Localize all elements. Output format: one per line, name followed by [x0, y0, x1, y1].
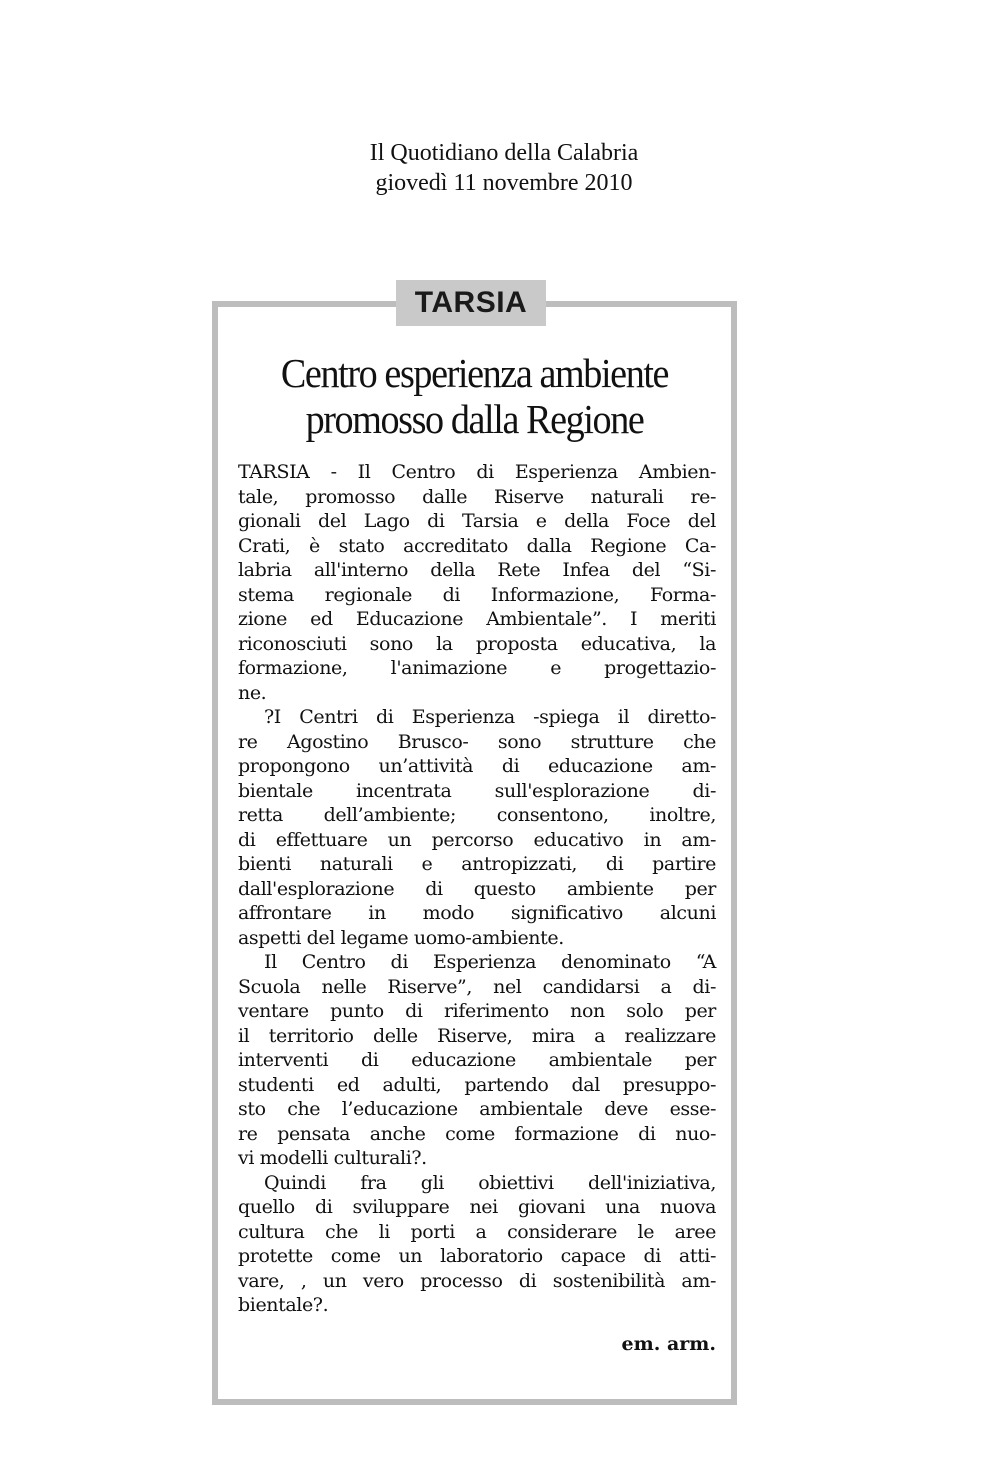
body-line: Il Centro di Esperienza denominato “A: [264, 951, 716, 973]
body-line: ventare punto di riferimento non solo per: [238, 1000, 716, 1022]
body-line: tale, promosso dalle Riserve naturali re-: [238, 485, 716, 508]
body-line: gionali del Lago di Tarsia e della Foce del: [238, 510, 716, 532]
body-line: riconosciuti sono la proposta educativa, la: [238, 632, 716, 655]
body-line: bientale incentrata sull'esplorazione di-: [238, 779, 716, 802]
body-line: vare, , un vero processo di sostenibilità am-: [238, 1269, 716, 1292]
body-line: interventi di educazione ambientale per: [238, 1049, 716, 1071]
body-line: zione ed Educazione Ambientale”. I meriti: [238, 608, 716, 630]
headline: [236, 350, 713, 442]
body-line: retta dell’ambiente; consentono, inoltre,: [238, 804, 716, 826]
body-line: labria all'interno della Rete Infea del “Si-: [238, 559, 716, 581]
body-line: affrontare in modo significativo alcuni: [238, 902, 716, 924]
body-line: aspetti del legame uomo-ambiente.: [238, 926, 564, 949]
byline: em. arm.: [621, 1333, 716, 1355]
body-line: il territorio delle Riserve, mira a realizzare: [238, 1024, 716, 1047]
body-line: protette come un laboratorio capace di atti-: [238, 1245, 716, 1267]
article-body: [238, 460, 716, 1318]
newspaper-name: Il Quotidiano della Calabria: [369, 140, 639, 166]
publication-date: giovedì 11 novembre 2010: [375, 170, 633, 196]
body-line: stema regionale di Informazione, Forma-: [238, 583, 716, 606]
body-line: ?I Centri di Esperienza -spiega il diretto-: [264, 706, 716, 728]
headline-line: promosso dalla Regione: [305, 396, 644, 442]
body-line: TARSIA - Il Centro di Esperienza Ambien-: [238, 461, 716, 483]
body-line: studenti ed adulti, partendo dal presuppo-: [238, 1073, 716, 1096]
body-line: Crati, è stato accreditato dalla Regione Ca-: [238, 534, 716, 557]
section-tag: TARSIA: [396, 280, 546, 326]
masthead: [0, 138, 1008, 198]
body-line: dall'esplorazione di questo ambiente per: [238, 877, 716, 900]
body-line: vi modelli culturali?.: [238, 1147, 427, 1169]
body-line: bientale?.: [238, 1294, 329, 1316]
body-line: cultura che li porti a considerare le aree: [238, 1220, 716, 1243]
body-line: propongono un’attività di educazione am-: [238, 755, 716, 777]
headline-line: Centro esperienza ambiente: [280, 350, 669, 396]
body-line: re pensata anche come formazione di nuo-: [238, 1122, 716, 1145]
body-line: Quindi fra gli obiettivi dell'iniziativa,: [264, 1171, 716, 1194]
body-line: bienti naturali e antropizzati, di partire: [238, 853, 716, 875]
body-line: sto che l’educazione ambientale deve esse-: [238, 1098, 716, 1120]
body-line: re Agostino Brusco- sono strutture che: [238, 730, 716, 753]
body-line: ne.: [238, 681, 267, 704]
body-line: Scuola nelle Riserve”, nel candidarsi a di-: [238, 975, 716, 998]
body-line: quello di sviluppare nei giovani una nuova: [238, 1196, 716, 1218]
body-line: formazione, l'animazione e progettazio-: [238, 657, 716, 679]
body-line: di effettuare un percorso educativo in am-: [238, 828, 716, 851]
